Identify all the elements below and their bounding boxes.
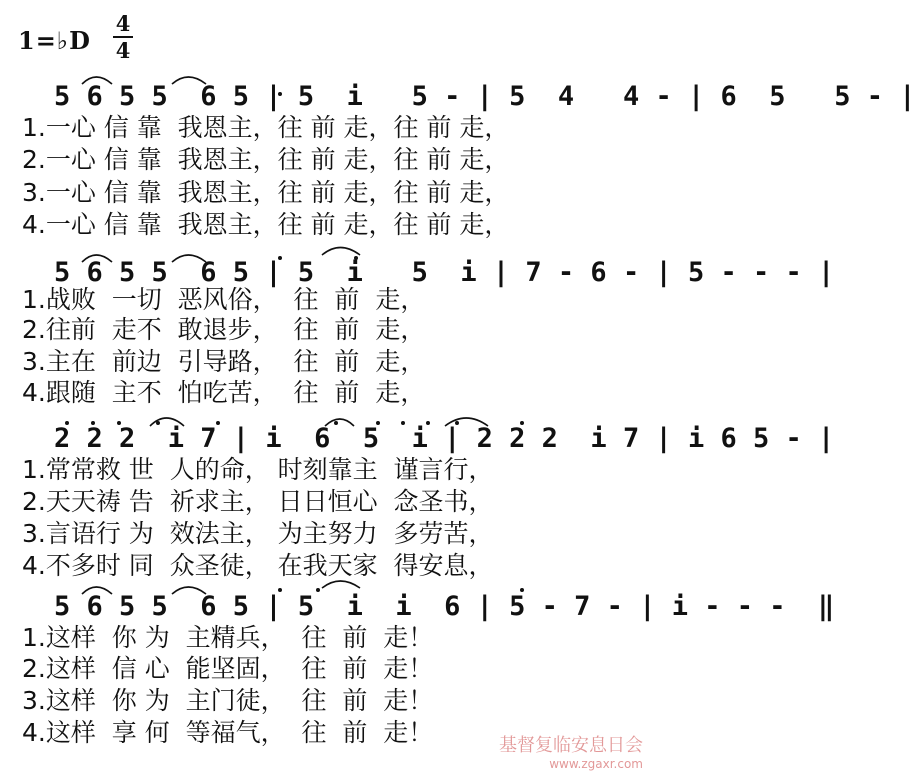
lyric-line: 1.常常救 世 人的命， 时刻靠主 谨言行， bbox=[22, 455, 494, 484]
lyric-line: 3.这样 你 为 主门徒， 往 前 走！ bbox=[22, 686, 434, 715]
notation-line-1: 5 6 5 5 6 5 | 5 i 5 - | 5 4 4 - | 6 5 5 - | bbox=[54, 81, 916, 112]
lyric-line: 4.跟随 主不 怕吃苦， 往 前 走， bbox=[22, 378, 426, 407]
watermark-url: www.zgaxr.com bbox=[549, 757, 643, 771]
time-numerator: 4 bbox=[115, 11, 131, 36]
lyric-line: 1.这样 你 为 主精兵， 往 前 走！ bbox=[22, 623, 434, 652]
slur-arc bbox=[322, 248, 360, 256]
lyric-line: 3.一心 信 靠 我恩主，往 前 走，往 前 走， bbox=[22, 178, 510, 207]
lyric-line: 1.一心 信 靠 我恩主，往 前 走，往 前 走， bbox=[22, 113, 510, 142]
lyric-line: 1.战败 一切 恶风俗， 往 前 走， bbox=[22, 285, 426, 314]
lyric-line: 2.天天祷 告 祈求主， 日日恒心 念圣书， bbox=[22, 487, 494, 516]
notation-line-4: 5 6 5 5 6 5 | 5 i i 6 | 5 - 7 - | i - - - ‖ bbox=[54, 591, 835, 622]
key-signature: 1=♭D bbox=[18, 26, 91, 55]
lyric-line: 3.言语行 为 效法主， 为主努力 多劳苦， bbox=[22, 519, 494, 548]
slur-arc bbox=[322, 581, 360, 588]
lyric-line: 4.不多时 同 众圣徒， 在我天家 得安息， bbox=[22, 551, 494, 580]
lyric-line: 4.这样 享 何 等福气， 往 前 走！ bbox=[22, 718, 434, 747]
lyric-line: 2.这样 信 心 能坚固， 往 前 走！ bbox=[22, 654, 434, 683]
lyric-line: 4.一心 信 靠 我恩主，往 前 走，往 前 走， bbox=[22, 210, 510, 239]
lyric-line: 2.往前 走不 敢退步， 往 前 走， bbox=[22, 315, 426, 344]
lyric-line: 2.一心 信 靠 我恩主，往 前 走，往 前 走， bbox=[22, 145, 510, 174]
watermark bbox=[499, 731, 643, 771]
notation-line-2: 5 6 5 5 6 5 | 5 i 5 i | 7 - 6 - | 5 - - - | bbox=[54, 257, 835, 288]
time-denominator: 4 bbox=[115, 38, 131, 63]
lyric-line: 3.主在 前边 引导路， 往 前 走， bbox=[22, 347, 426, 376]
notation-line-3: 2 2 2 i 7 | i 6 5 i | 2 2 2 i 7 | i 6 5 - | bbox=[54, 423, 835, 454]
watermark-title: 基督复临安息日会 bbox=[499, 735, 643, 756]
